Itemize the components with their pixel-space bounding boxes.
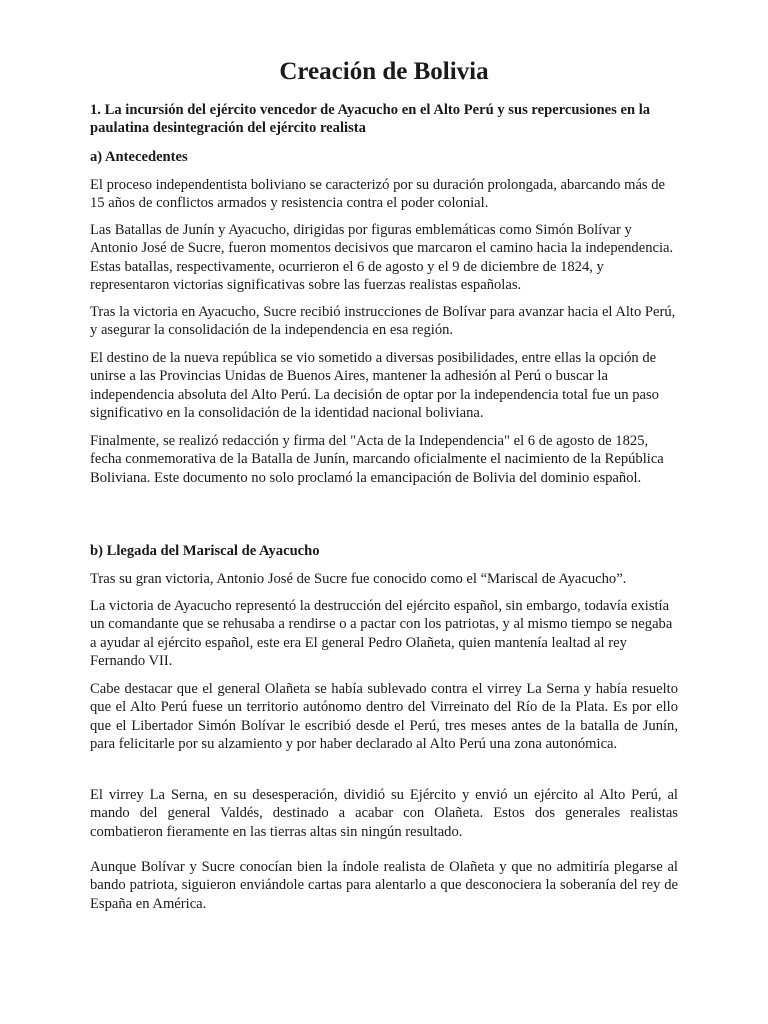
document-title: Creación de Bolivia	[279, 58, 489, 85]
paragraph: El virrey La Serna, en su desesperación, dividió su Ejército y envió un ejército al Alto Perú, al mando del general Valdés, destinado a acabar con Olañeta. Estos dos generales realistas combatieron fieramente en las tierras altas sin ningún resultado.	[90, 787, 678, 840]
paragraph: El proceso independentista boliviano se caracterizó por su duración prolongada, abarcando más de 15 años de conflictos armados y resistencia contra el poder colonial.	[90, 177, 666, 212]
section-1-heading: 1. La incursión del ejército vencedor de Ayacucho en el Alto Perú y sus repercusiones en la paulatina desintegración del ejército realista	[90, 102, 651, 137]
paragraph: Finalmente, se realizó redacción y firma del "Acta de la Independencia" el 6 de agosto de 1825, fecha conmemorativa de la Batalla de Junín, marcando oficialmente el nacimiento de la República Boliviana. Este documento no solo proclamó la emancipación de Bolivia del dominio español.	[90, 433, 664, 486]
subsection-a-heading: a) Antecedentes	[90, 149, 188, 165]
paragraph: Aunque Bolívar y Sucre conocían bien la índole realista de Olañeta y que no admitiría plegarse al bando patriota, siguieron enviándole cartas para alentarlo a que desconociera la soberanía del rey de España en América.	[90, 859, 678, 912]
paragraph: Tras su gran victoria, Antonio José de Sucre fue conocido como el “Mariscal de Ayacucho”.	[90, 571, 627, 587]
subsection-b-heading: b) Llegada del Mariscal de Ayacucho	[90, 543, 320, 559]
paragraph: Las Batallas de Junín y Ayacucho, dirigidas por figuras emblemáticas como Simón Bolívar y Antonio José de Sucre, fueron momentos decisivos que marcaron el camino hacia la independencia. Estas batallas, respectivamente, ocurrieron el 6 de agosto y el 9 de diciembre de 1824, y representaron victorias significativas sobre las fuerzas realistas españolas.	[90, 222, 674, 293]
paragraph: Cabe destacar que el general Olañeta se había sublevado contra el virrey La Serna y había resuelto que el Alto Perú fuese un territorio autónomo dentro del Virreinato del Río de la Plata. Es por ello que el Libertador Simón Bolívar le escribió desde el Perú, tres meses antes de la batalla de Junín, para felicitarle por su alzamiento y por haber declarado al Alto Perú una zona autonómica.	[90, 681, 678, 752]
paragraph: Tras la victoria en Ayacucho, Sucre recibió instrucciones de Bolívar para avanzar hacia el Alto Perú, y asegurar la consolidación de la independencia en esa región.	[90, 304, 676, 339]
paragraph: La victoria de Ayacucho representó la destrucción del ejército español, sin embargo, todavía existía un comandante que se rehusaba a rendirse o a pactar con los patriotas, y al mismo tiempo se negaba a ayudar al ejército español, este era El general Pedro Olañeta, quien mantenía lealtad al rey Fernando VII.	[90, 598, 673, 669]
paragraph: El destino de la nueva república se vio sometido a diversas posibilidades, entre ellas la opción de unirse a las Provincias Unidas de Buenos Aires, mantener la adhesión al Perú o buscar la independencia absoluta del Alto Perú. La decisión de optar por la independencia total fue un paso significativo en la consolidación de la identidad nacional boliviana.	[90, 350, 659, 421]
